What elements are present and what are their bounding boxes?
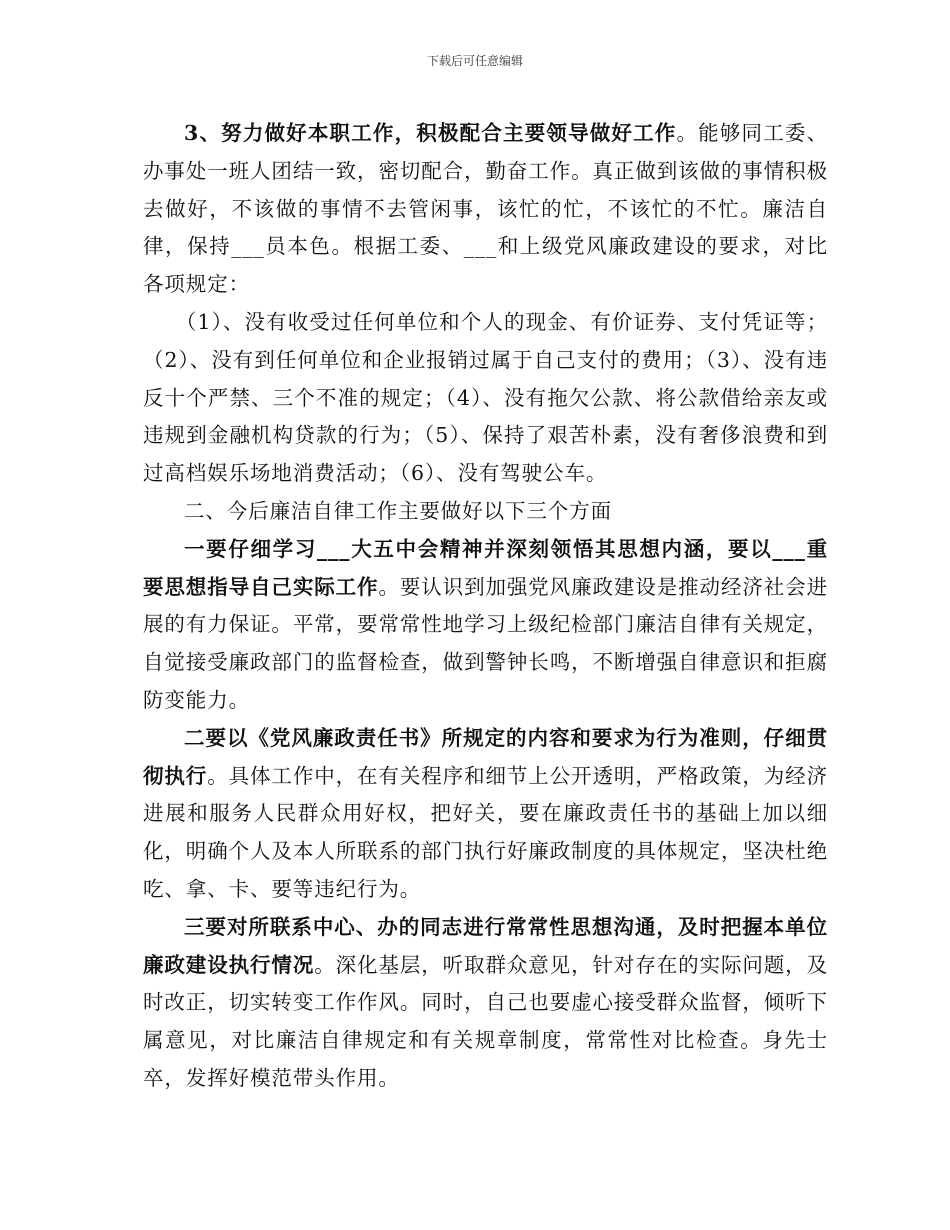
paragraph-text: 。具体工作中，在有关程序和细节上公开透明，严格政策，为经济进展和服务人民群众用好权，把好关，要在廉政责任书的基础上加以细化，明确个人及本人所联系的部门执行好廉政制度的具体规定，坚决杜绝吃、拿、卡、要等违纪行为。 xyxy=(143,763,828,901)
paragraph-heading: 二要以《党风廉政责任书》所规定的内容和要求为行为准则，仔细贯彻执行 xyxy=(143,725,828,788)
page-header: 下载后可任意编辑 xyxy=(426,54,523,68)
paragraph-study xyxy=(143,531,828,720)
paragraph-text: （1）、没有收受过任何单位和个人的现金、有价证券、支付凭证等；（2）、没有到任何单位和企业报销过属于自己支付的费用；（3）、没有违反十个严禁、三个不准的规定；（4）、没有拖欠公款、将公款借给亲友或违规到金融机构贷款的行为；（5）、保持了艰苦朴素，没有奢侈浪费和到过高档娱乐场地消费活动；（6）、没有驾驶公车。 xyxy=(143,309,828,486)
paragraph-heading: 3、努力做好本职工作，积极配合主要领导做好工作 xyxy=(184,121,677,145)
section-heading xyxy=(143,493,828,531)
paragraph-text: 。深化基层，听取群众意见，针对存在的实际问题，及时改正，切实转变工作作风。同时，自己也要虚心接受群众监督，倾听下属意见，对比廉洁自律规定和有关规章制度，常常性对比检查。身先士卒，发挥好模范带头作用。 xyxy=(143,952,828,1090)
paragraph-text: 。要认识到加强党风廉政建设是推动经济社会进展的有力保证。平常，要常常性地学习上级纪检部门廉洁自律有关规定，自觉接受廉政部门的监督检查，做到警钟长鸣，不断增强自律意识和拒腐防变能力。 xyxy=(143,574,828,712)
paragraph-work-duties xyxy=(143,115,828,304)
paragraph-heading: 一要仔细学习___大五中会精神并深刻领悟其思想内涵，要以___重要思想指导自己实际工作 xyxy=(143,536,828,599)
paragraph-rules-list xyxy=(143,304,828,493)
section-heading-text: 二、今后廉洁自律工作主要做好以下三个方面 xyxy=(184,498,612,523)
paragraph-responsibility xyxy=(143,720,828,909)
paragraph-communication xyxy=(143,909,828,1098)
paragraph-heading: 三要对所联系中心、办的同志进行常常性思想沟通，及时把握本单位廉政建设执行情况 xyxy=(143,914,828,977)
paragraph-text: 。能够同工委、办事处一班人团结一致，密切配合，勤奋工作。真正做到该做的事情积极去做好，不该做的事情不去管闲事，该忙的忙，不该忙的不忙。廉洁自律，保持___员本色。根据工委、___和上级党风廉政建设的要求，对比各项规定： xyxy=(143,121,828,297)
document-body xyxy=(143,115,828,1098)
